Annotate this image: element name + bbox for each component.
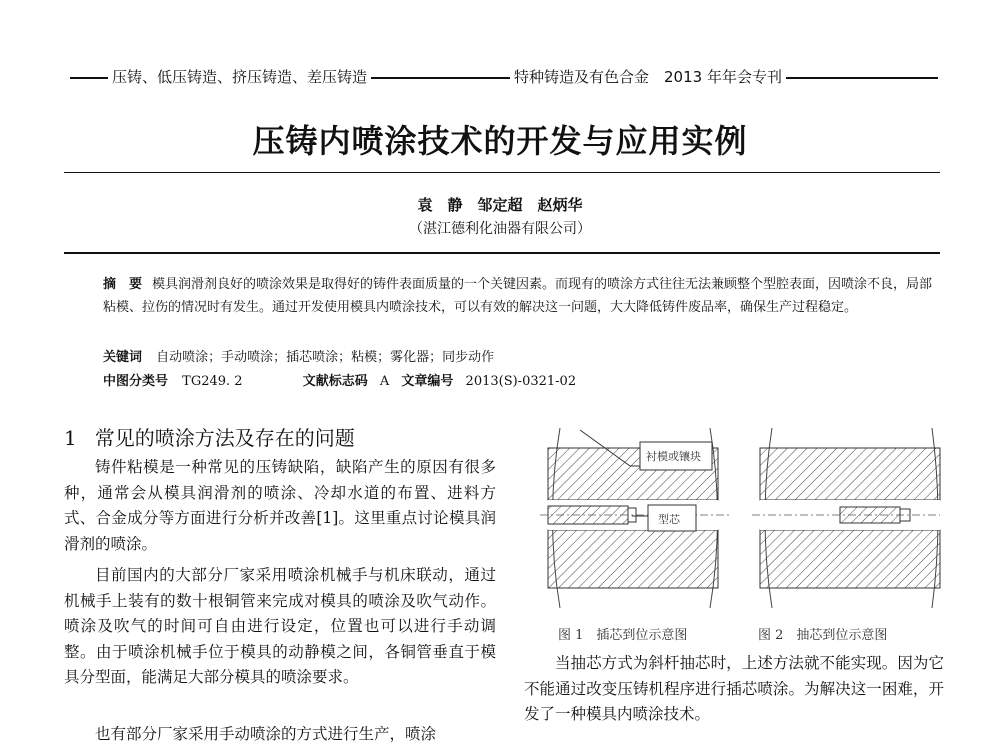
keywords-label: 关键词 (103, 350, 143, 365)
section-heading (64, 422, 355, 451)
classification (103, 370, 576, 389)
section-title: 常见的喷涂方法及存在的问题 (94, 426, 355, 450)
article-no-label: 文章编号 (401, 374, 454, 389)
figure-1-caption: 图 1 插芯到位示意图 (558, 628, 688, 643)
header-left: 压铸、低压铸造、挤压铸造、差压铸造 (108, 66, 371, 87)
abstract (103, 273, 933, 319)
authors: 袁 静 邹定超 赵炳华 (417, 196, 583, 214)
affiliation-rule (64, 252, 940, 254)
abstract-label: 摘 要 (103, 277, 143, 292)
keywords (103, 346, 494, 365)
right-paragraph: 当抽芯方式为斜杆抽芯时，上述方法就不能实现。因为它不能通过改变压铸机程序进行插芯喷涂。为解决这一困难，开发了一种模具内喷涂技术。 (524, 654, 944, 723)
header-right: 特种铸造及有色合金 2013 年年会专刊 (510, 66, 786, 87)
figure-2-drawing (752, 428, 940, 608)
paper-title: 压铸内喷涂技术的开发与应用实例 (252, 122, 748, 160)
title-rule (64, 172, 940, 173)
figure-1-label-core: 型芯 (658, 513, 680, 526)
figures-image (540, 418, 940, 618)
figure-1-drawing (540, 428, 730, 608)
doc-code-label: 文献标志码 (302, 374, 368, 389)
clc-label: 中图分类号 (103, 374, 169, 389)
paragraph-3: 也有部分厂家采用手动喷涂的方式进行生产，喷涂 (95, 725, 437, 743)
paragraph-2: 目前国内的大部分厂家采用喷涂机械手与机床联动，通过机械手上装有的数十根铜管来完成对模具的喷涂及吹气动作。喷涂及吹气的时间可自由进行设定，位置也可以进行手动调整。由于喷涂机械手位于模具的动静模之间，各铜管垂直于模具分型面，能满足大部分模具的喷涂要求。 (64, 566, 496, 686)
section-number: 1 (64, 426, 77, 450)
affiliation: （湛江德利化油器有限公司） (409, 221, 591, 237)
keywords-text: 自动喷涂；手动喷涂；插芯喷涂；粘模；雾化器；同步动作 (156, 350, 495, 365)
figure-1-label-insert: 衬模或镶块 (646, 450, 701, 463)
doc-code-value: A (379, 374, 390, 389)
clc-value: TG249. 2 (182, 374, 243, 389)
article-no-value: 2013(S)-0321-02 (465, 374, 577, 389)
abstract-text: 模具润滑剂良好的喷涂效果是取得好的铸件表面质量的一个关键因素。而现有的喷涂方式往往无法兼顾整个型腔表面，因喷涂不良，局部粘模、拉伤的情况时有发生。通过开发使用模具内喷涂技术，可以有效的解决这一问题，大大降低铸件废品率，确保生产过程稳定。 (103, 277, 933, 315)
figure-2-caption: 图 2 抽芯到位示意图 (758, 628, 888, 643)
paragraph-1: 铸件粘模是一种常见的压铸缺陷，缺陷产生的原因有很多种，通常会从模具润滑剂的喷涂、冷却水道的布置、进料方式、合金成分等方面进行分析并改善[1]。这里重点讨论模具润滑剂的喷涂。 (64, 458, 496, 553)
